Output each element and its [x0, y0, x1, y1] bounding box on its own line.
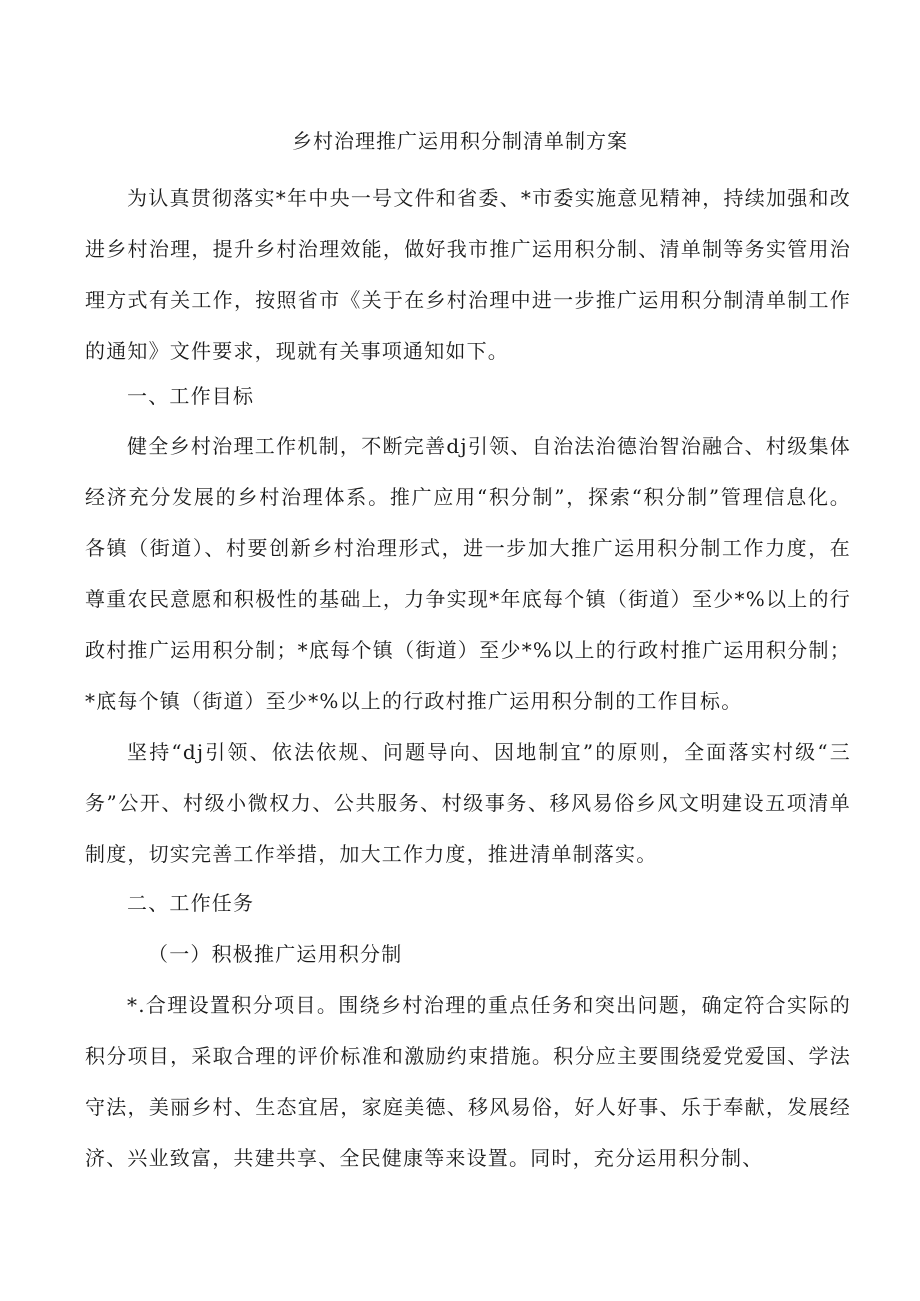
- intro-paragraph: 为认真贯彻落实*年中央一号文件和省委、*市委实施意见精神，持续加强和改进乡村治理，提升乡村治理效能，做好我市推广运用积分制、清单制等务实管用治理方式有关工作，按照省市《关于在乡村治理中进一步推广运用积分制清单制工作的通知》文件要求，现就有关事项通知如下。: [85, 186, 851, 363]
- document-title: 乡村治理推广运用积分制清单制方案: [292, 129, 628, 153]
- tasks-paragraph-1: *.合理设置积分项目。围绕乡村治理的重点任务和突出问题，确定符合实际的积分项目，采取合理的评价标准和激励约束措施。积分应主要围绕爱党爱国、学法守法，美丽乡村、生态宜居，家庭美德、移风易俗，好人好事、乐于奉献，发展经济、兴业致富，共建共享、全民健康等来设置。同时，充分运用积分制、: [85, 993, 851, 1170]
- subsection-heading-points: （一）积极推广运用积分制: [148, 942, 403, 966]
- section-heading-tasks: 二、工作任务: [127, 891, 255, 915]
- goals-paragraph-1: 健全乡村治理工作机制，不断完善dj引领、自治法治德治智治融合、村级集体经济充分发展的乡村治理体系。推广应用“积分制”，探索“积分制”管理信息化。各镇（街道）、村要创新乡村治理形式，进一步加大推广运用积分制工作力度，在尊重农民意愿和积极性的基础上，力争实现*年底每个镇（街道）至少*%以上的行政村推广运用积分制；*底每个镇（街道）至少*%以上的行政村推广运用积分制；*底每个镇（街道）至少*%以上的行政村推广运用积分制的工作目标。: [85, 434, 851, 713]
- section-heading-goals: 一、工作目标: [127, 384, 255, 408]
- goals-paragraph-2: 坚持“dj引领、依法依规、问题导向、因地制宜”的原则，全面落实村级“三务”公开、村级小微权力、公共服务、村级事务、移风易俗乡风文明建设五项清单制度，切实完善工作举措，加大工作力度，推进清单制落实。: [85, 740, 851, 866]
